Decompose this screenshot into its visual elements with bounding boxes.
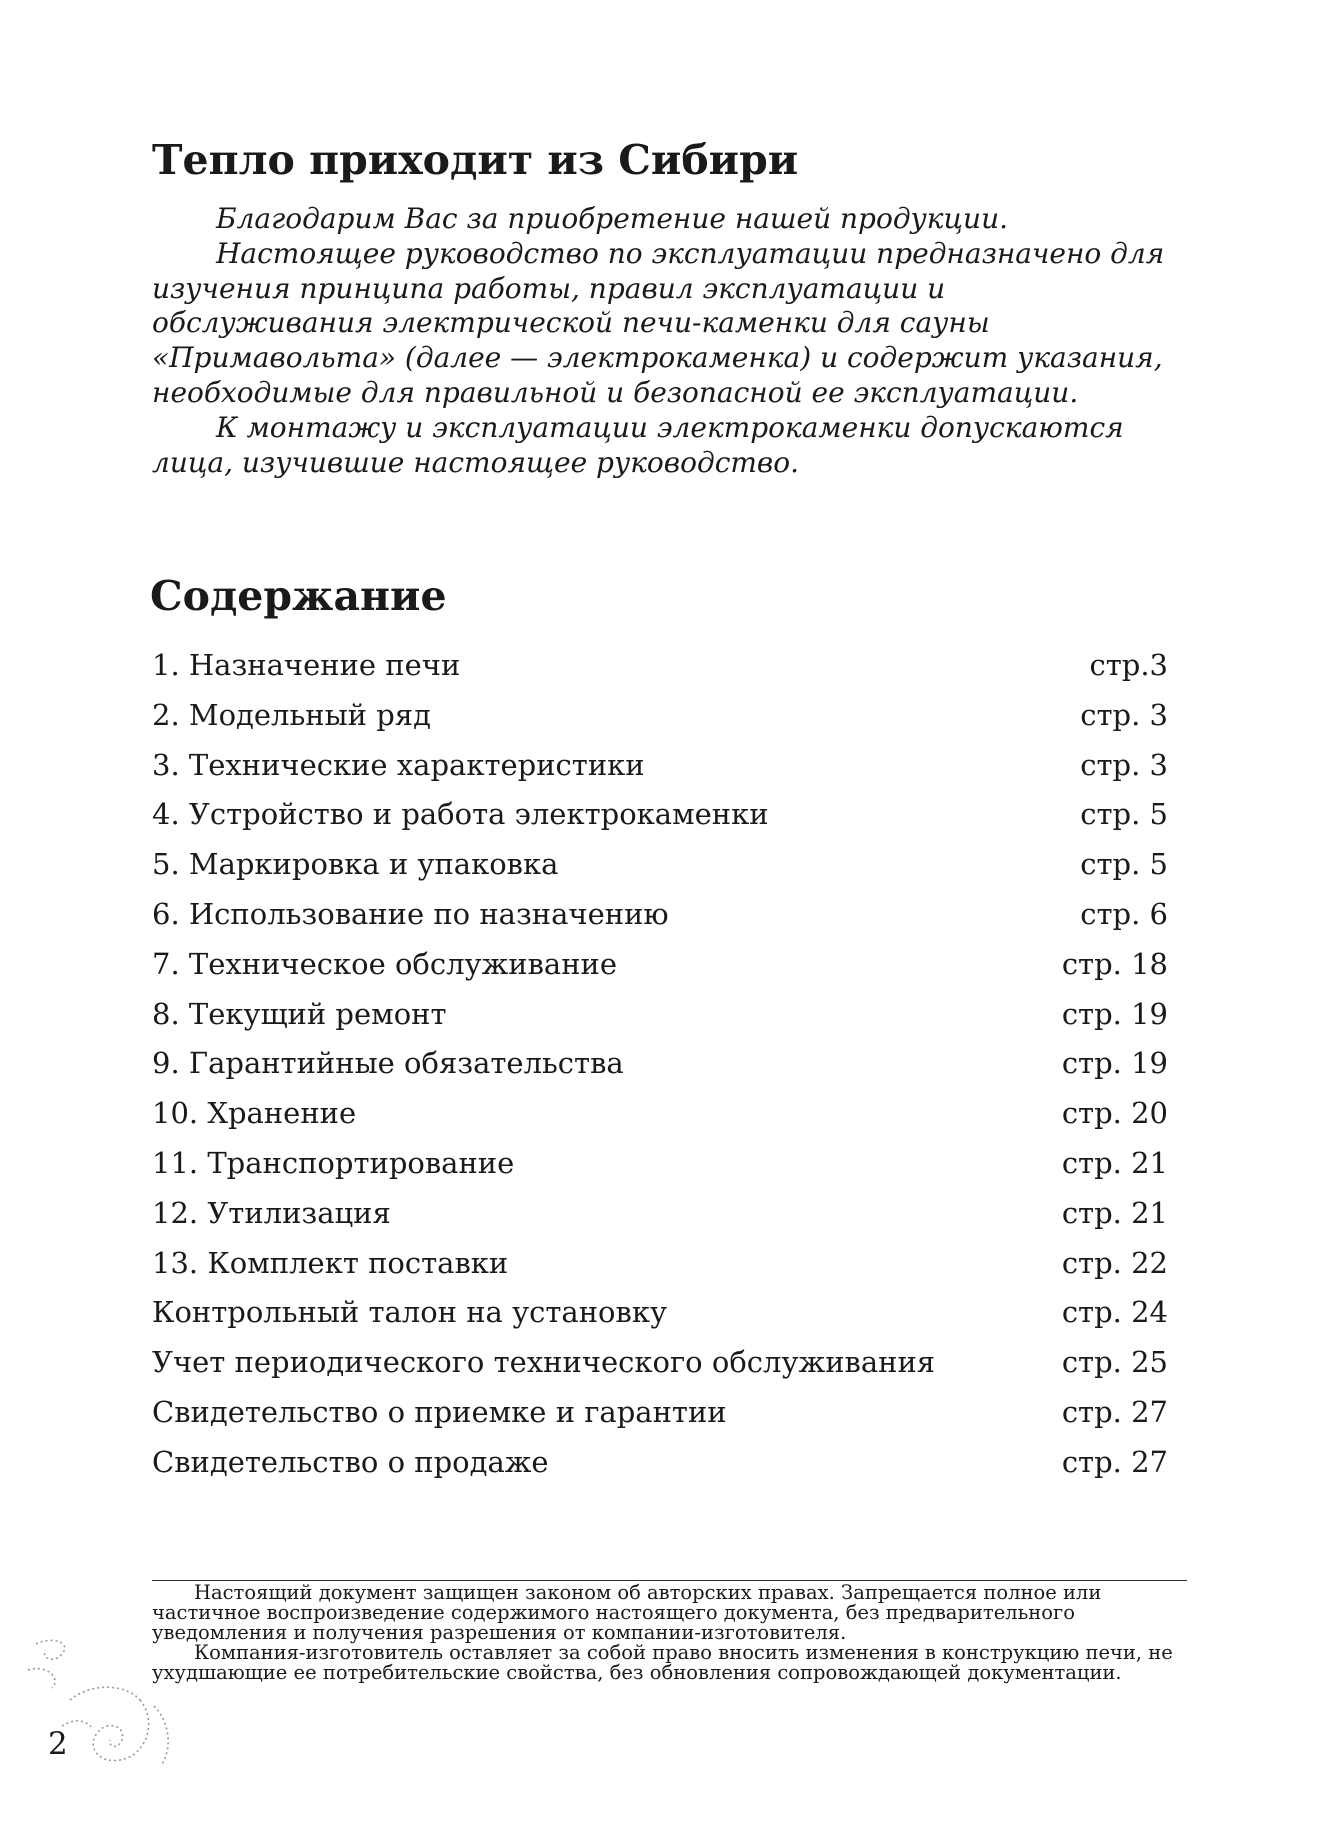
toc-item-page: стр. 27 (1061, 1444, 1168, 1479)
toc-item-page: стр.3 (1089, 648, 1168, 682)
page-number: 2 (48, 1726, 68, 1762)
intro-paragraph: Настоящее руководство по эксплуатации предназначено для изучения принципа работы, правил эксплуатации и обслуживания электрической печи-каменки для сауны «Примавольта» (далее — электрокаменка) и содержит указания, необходимые для правильной и безопасной ее эксплуатации. (152, 236, 1165, 409)
toc-item-page: стр. 18 (1061, 946, 1168, 981)
toc-item-label: 1. Назначение печи (152, 648, 461, 682)
intro-paragraph: К монтажу и эксплуатации электрокаменки допускаются лица, изучившие настоящее руководство. (152, 410, 1124, 479)
toc-item-label: 5. Маркировка и упаковка (152, 847, 559, 882)
toc-item-label: Свидетельство о продаже (152, 1444, 549, 1479)
toc-item-label: 13. Комплект поставки (152, 1245, 509, 1280)
intro-paragraph: Благодарим Вас за приобретение нашей продукции. (216, 202, 1009, 235)
toc-item-page: стр. 21 (1061, 1145, 1168, 1180)
toc-item-page: стр. 22 (1061, 1245, 1168, 1280)
toc-item-page: стр. 25 (1061, 1345, 1168, 1380)
toc-item[interactable] (152, 1246, 1168, 1296)
toc-item-page: стр. 3 (1080, 697, 1168, 732)
toc-item[interactable] (152, 1295, 1168, 1345)
toc-item-label: 11. Транспортирование (152, 1145, 515, 1180)
toc-item[interactable] (152, 897, 1168, 947)
toc-item-label: 8. Текущий ремонт (152, 996, 447, 1031)
toc-item-label: 9. Гарантийные обязательства (152, 1046, 624, 1081)
intro-text (152, 202, 1172, 480)
toc-item-label: 12. Утилизация (152, 1195, 391, 1230)
toc-item[interactable] (152, 1096, 1168, 1146)
toc-item-label: 7. Техническое обслуживание (152, 946, 618, 981)
toc-item[interactable] (152, 1046, 1168, 1096)
toc-item-label: 10. Хранение (152, 1096, 357, 1131)
toc-item-label: Свидетельство о приемке и гарантии (152, 1394, 727, 1429)
toc-item[interactable] (152, 997, 1168, 1047)
toc-item[interactable] (152, 1445, 1168, 1495)
toc-item-page: стр. 20 (1061, 1096, 1168, 1131)
table-of-contents (152, 648, 1168, 1495)
toc-item[interactable] (152, 847, 1168, 897)
intro-title: Тепло приходит из Сибири (152, 136, 799, 184)
toc-item[interactable] (152, 698, 1168, 748)
copyright-footnote (152, 1580, 1187, 1683)
toc-item[interactable] (152, 748, 1168, 798)
toc-item-page: стр. 21 (1061, 1195, 1168, 1230)
toc-item-label: Учет периодического технического обслуживания (152, 1345, 936, 1380)
toc-item-page: стр. 24 (1061, 1295, 1168, 1330)
toc-item-label: 2. Модельный ряд (152, 697, 431, 732)
toc-item-page: стр. 5 (1080, 797, 1168, 832)
toc-item[interactable] (152, 947, 1168, 997)
toc-item-label: Контрольный талон на установку (152, 1295, 668, 1330)
toc-item[interactable] (152, 1196, 1168, 1246)
footnote-paragraph: Компания-изготовитель оставляет за собой право вносить изменения в конструкцию печи, не ухудшающие ее потребительские свойства, без обновления сопровождающей документации. (152, 1641, 1173, 1684)
toc-item-page: стр. 27 (1061, 1394, 1168, 1429)
toc-item-label: 3. Технические характеристики (152, 747, 645, 782)
toc-item-page: стр. 19 (1061, 1046, 1168, 1081)
toc-item-page: стр. 3 (1080, 747, 1168, 782)
toc-item[interactable] (152, 797, 1168, 847)
toc-item[interactable] (152, 648, 1168, 698)
toc-item-label: 4. Устройство и работа электрокаменки (152, 797, 769, 832)
toc-item-label: 6. Использование по назначению (152, 896, 669, 931)
toc-item[interactable] (152, 1345, 1168, 1395)
toc-title: Содержание (150, 572, 447, 620)
toc-item-page: стр. 6 (1080, 896, 1168, 931)
footnote-paragraph: Настоящий документ защищен законом об авторских правах. Запрещается полное или частичное воспроизведение содержимого настоящего документа, без предварительного уведомления и получения разрешения от компании-изготовителя. (152, 1581, 1102, 1644)
toc-item[interactable] (152, 1146, 1168, 1196)
toc-item[interactable] (152, 1395, 1168, 1445)
toc-item-page: стр. 5 (1080, 847, 1168, 882)
toc-item-page: стр. 19 (1061, 996, 1168, 1031)
